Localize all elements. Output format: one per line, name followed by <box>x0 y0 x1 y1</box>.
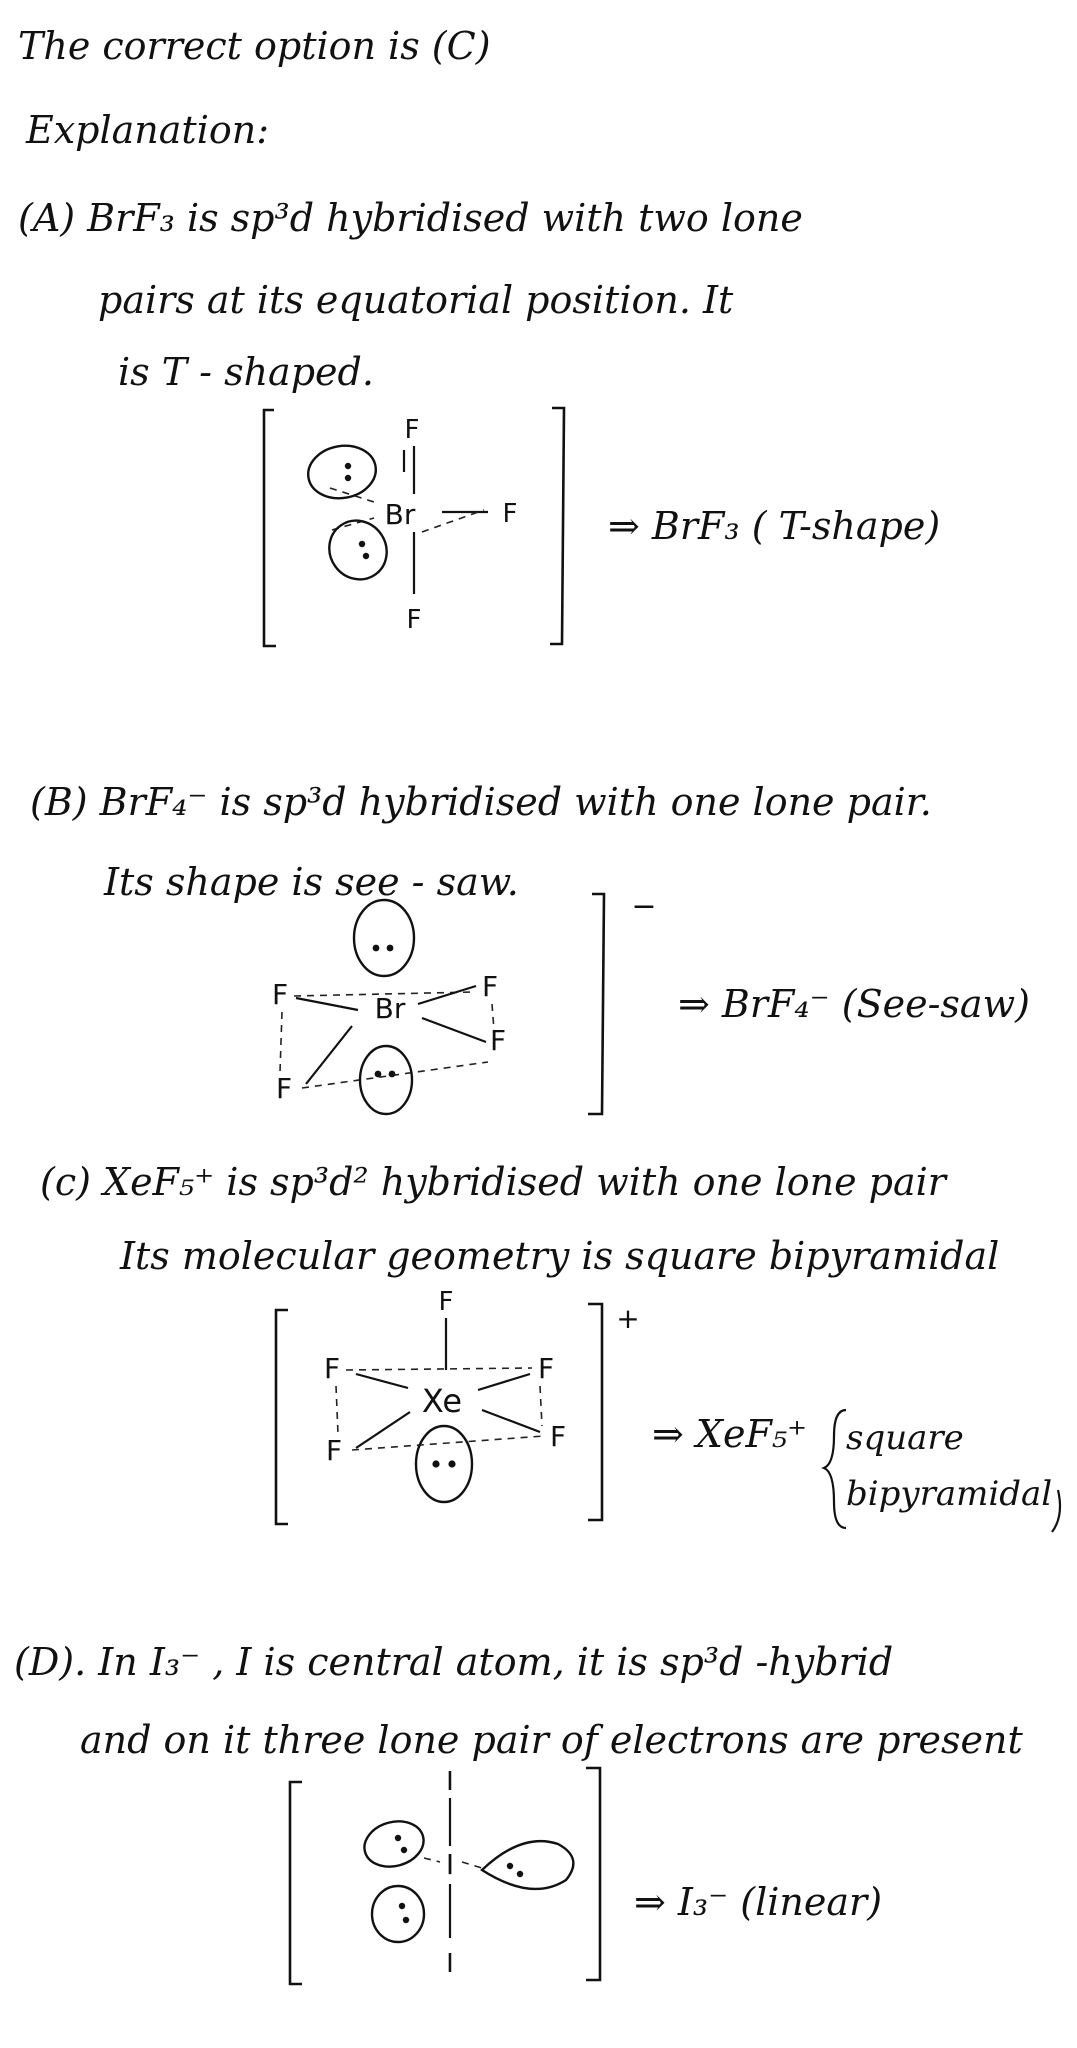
ligand-i-bottom: I <box>446 1949 454 1979</box>
ligand-i-top: I <box>446 1767 454 1797</box>
left-bracket <box>264 410 276 646</box>
section-d-line-2: and on it three lone pair of electrons are present <box>80 1718 1023 1762</box>
section-a-line-1: (A) BrF₃ is sp³d hybridised with two lone <box>18 196 803 240</box>
right-bracket <box>586 1768 600 1980</box>
charge-sign: + <box>616 1302 640 1335</box>
left-bracket <box>290 1782 302 1984</box>
charge-sign: − <box>631 889 657 924</box>
lone-pair-right <box>482 1841 573 1889</box>
section-b-line-1: (B) BrF₄⁻ is sp³d hybridised with one lone pair. <box>30 780 932 824</box>
section-c-result-paren-1: square <box>846 1418 964 1458</box>
ligand-f-top-left: F <box>271 978 289 1011</box>
xef5-plus-structure-diagram <box>272 1284 642 1534</box>
brf4-minus-structure-diagram <box>262 888 662 1128</box>
central-atom-xe: Xe <box>421 1382 463 1420</box>
section-a-result: ⇒ BrF₃ ( T-shape) <box>608 504 941 548</box>
lone-pair-upper <box>304 440 380 503</box>
ligand-f-bottom: F <box>406 605 422 635</box>
brf3-structure-diagram <box>262 402 582 652</box>
central-atom-br: Br <box>374 992 406 1025</box>
right-bracket <box>550 408 564 644</box>
central-atom-i: I <box>445 1848 455 1881</box>
ligand-f-upper-right: F <box>537 1352 555 1385</box>
ligand-f-lower-right: F <box>549 1420 567 1453</box>
lone-pair-top <box>354 900 414 976</box>
section-c-result-paren-2: bipyramidal <box>846 1474 1053 1514</box>
ligand-f-top-right: F <box>481 970 499 1003</box>
section-a-line-2: pairs at its equatorial position. It <box>98 278 734 322</box>
explanation-label: Explanation: <box>26 108 270 152</box>
section-c-line-1: (c) XeF₅⁺ is sp³d² hybridised with one lone pair <box>40 1160 946 1204</box>
section-c-result: ⇒ XeF₅⁺ <box>652 1412 808 1456</box>
section-d-line-1: (D). In I₃⁻ , I is central atom, it is sp³d -hybrid <box>14 1640 894 1684</box>
lone-pair-upper-left <box>359 1815 428 1873</box>
ligand-f-lower-left: F <box>325 1434 343 1467</box>
section-d-result: ⇒ I₃⁻ (linear) <box>634 1880 883 1924</box>
ligand-f-bottom-left: F <box>275 1072 293 1105</box>
answer-title: The correct option is (C) <box>18 24 491 68</box>
section-a-line-3: is T - shaped. <box>118 350 374 394</box>
lone-pair-lower-left <box>372 1886 424 1942</box>
ligand-f-top: F <box>438 1287 454 1317</box>
central-atom-br: Br <box>384 498 416 531</box>
ligand-f-right: F <box>502 499 518 529</box>
lone-pair-bottom <box>416 1426 472 1502</box>
ligand-f-top: F <box>404 415 420 445</box>
right-bracket <box>588 1304 602 1520</box>
left-bracket <box>276 1310 288 1524</box>
i3-minus-structure-diagram <box>286 1762 626 1992</box>
section-b-line-2: Its shape is see - saw. <box>104 860 519 904</box>
right-bracket <box>588 894 604 1114</box>
ligand-f-upper-left: F <box>323 1352 341 1385</box>
section-b-result: ⇒ BrF₄⁻ (See-saw) <box>678 982 1030 1026</box>
section-c-line-2: Its molecular geometry is square bipyramidal <box>120 1234 1000 1278</box>
ligand-f-right: F <box>489 1024 507 1057</box>
lone-pair-bottom <box>360 1046 412 1114</box>
